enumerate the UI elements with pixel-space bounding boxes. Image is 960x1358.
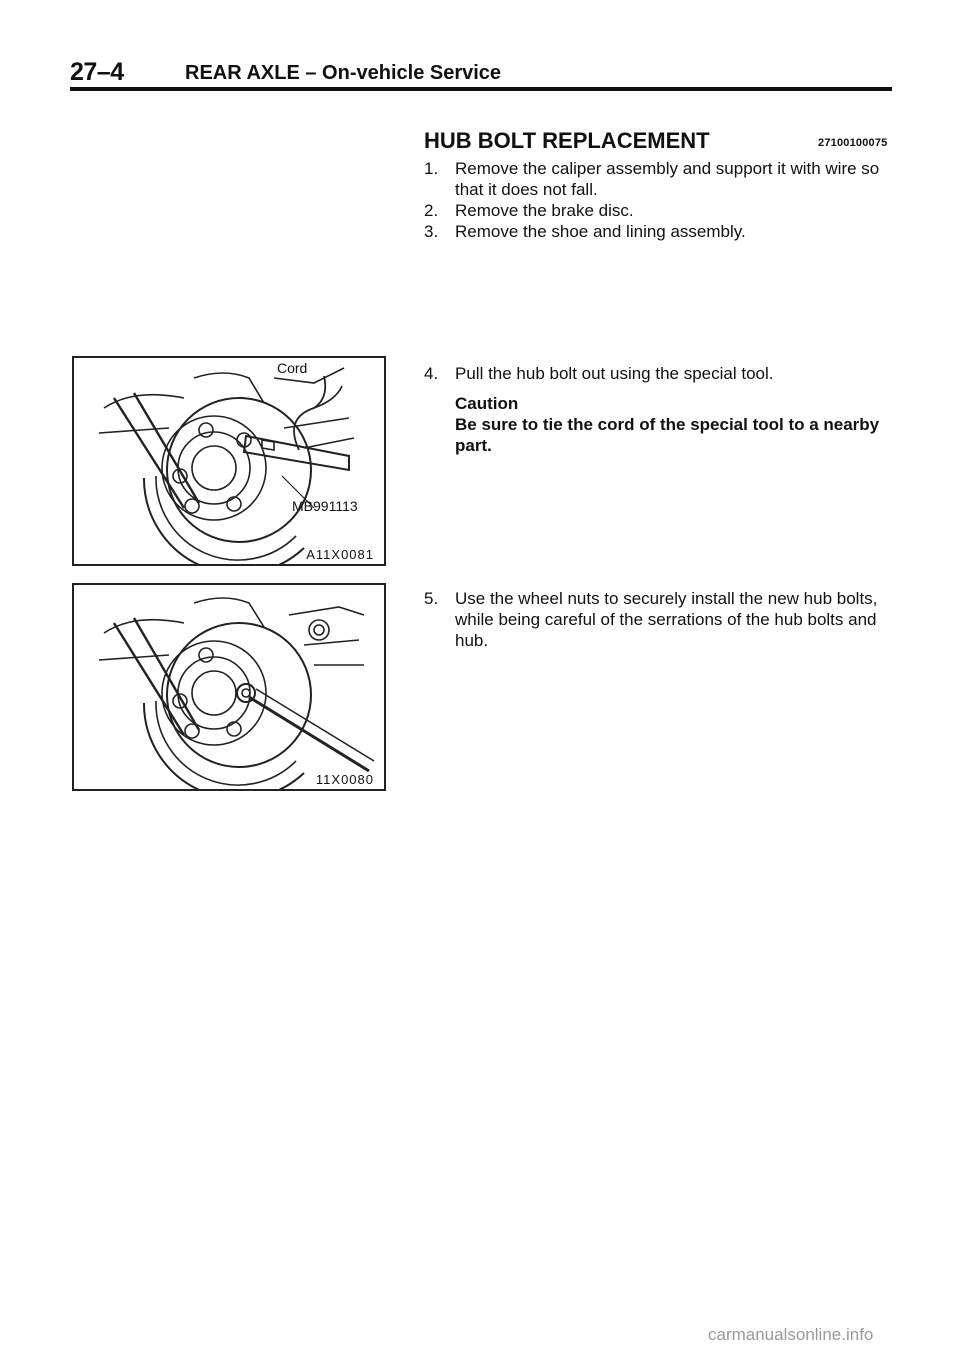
step-text: Remove the shoe and lining assembly. xyxy=(455,222,746,241)
figure-code: A11X0081 xyxy=(306,547,374,562)
label-cord: Cord xyxy=(277,360,308,376)
figure-hub-bolt-removal xyxy=(72,356,386,566)
label-special-tool: MB991113 xyxy=(292,498,358,514)
figure-hub-bolt-install xyxy=(72,583,386,791)
step-number: 5. xyxy=(424,589,439,608)
hub-bolt-install-illustration xyxy=(74,585,384,789)
section-code: 27100100075 xyxy=(818,137,888,149)
step-text: Pull the hub bolt out using the special tool. xyxy=(455,364,774,383)
step-text: Remove the caliper assembly and support it with wire so that it does not fall. xyxy=(455,159,880,199)
step-number: 2. xyxy=(424,201,439,220)
step-5 xyxy=(424,588,896,651)
step-3 xyxy=(424,221,896,242)
footer-watermark: carmanualsonline.info xyxy=(708,1325,874,1344)
step-number: 3. xyxy=(424,222,439,241)
step-text: Remove the brake disc. xyxy=(455,201,634,220)
step-number: 1. xyxy=(424,159,439,178)
section-title: HUB BOLT REPLACEMENT xyxy=(424,128,710,153)
hub-puller-illustration xyxy=(74,358,384,564)
caution-heading: Caution xyxy=(455,394,519,413)
figure-code: 11X0080 xyxy=(315,772,374,787)
step-1 xyxy=(424,158,896,200)
step-number: 4. xyxy=(424,364,439,383)
step-2 xyxy=(424,200,896,221)
header-rule xyxy=(70,87,892,91)
caution-text: Be sure to tie the cord of the special tool to a nearby part. xyxy=(455,415,880,455)
step-text: Use the wheel nuts to securely install the new hub bolts, while being careful of the serrations of the hub bolts and hub. xyxy=(455,589,878,650)
page-number: 27–4 xyxy=(70,58,124,86)
step-4 xyxy=(424,363,896,384)
page-header-title: REAR AXLE – On-vehicle Service xyxy=(185,62,502,84)
